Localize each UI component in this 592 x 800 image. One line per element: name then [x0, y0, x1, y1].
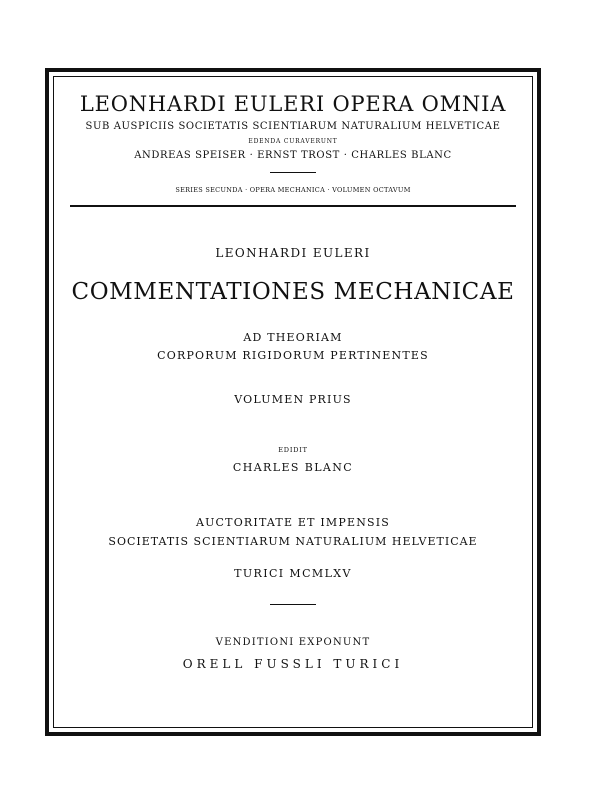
book-subtitle-line-2: CORPORUM RIGIDORUM PERTINENTES [157, 349, 429, 362]
header-divider [70, 205, 516, 207]
series-subtitle: SUB AUSPICIIS SOCIETATIS SCIENTIARUM NATURALIUM HELVETICAE [85, 121, 501, 132]
volume-label: VOLUMEN PRIUS [234, 393, 352, 406]
imprint-divider [270, 604, 316, 605]
book-title: COMMENTATIONES MECHANICAE [71, 279, 515, 305]
series-editors: ANDREAS SPEISER · ERNST TROST · CHARLES BLANC [134, 150, 452, 161]
place-and-date: TURICI MCMLXV [234, 567, 352, 580]
editors-label: EDENDA CURAVERUNT [248, 138, 338, 145]
book-author: LEONHARDI EULERI [215, 246, 371, 260]
authority-line-1: AUCTORITATE ET IMPENSIS [195, 516, 391, 529]
short-divider [270, 172, 316, 173]
volume-editor: CHARLES BLANC [232, 461, 354, 474]
sales-label: VENDITIONI EXPONUNT [215, 637, 371, 648]
volume-series-line: SERIES SECUNDA · OPERA MECHANICA · VOLUMEN OCTAVUM [175, 186, 411, 194]
publisher: ORELL FUSSLI TURICI [182, 657, 404, 671]
authority-line-2: SOCIETATIS SCIENTIARUM NATURALIUM HELVETICAE [108, 535, 478, 548]
series-title: LEONHARDI EULERI OPERA OMNIA [79, 92, 507, 116]
book-subtitle-line-1: AD THEORIAM [243, 331, 343, 344]
edidit-label: EDIDIT [278, 446, 308, 454]
